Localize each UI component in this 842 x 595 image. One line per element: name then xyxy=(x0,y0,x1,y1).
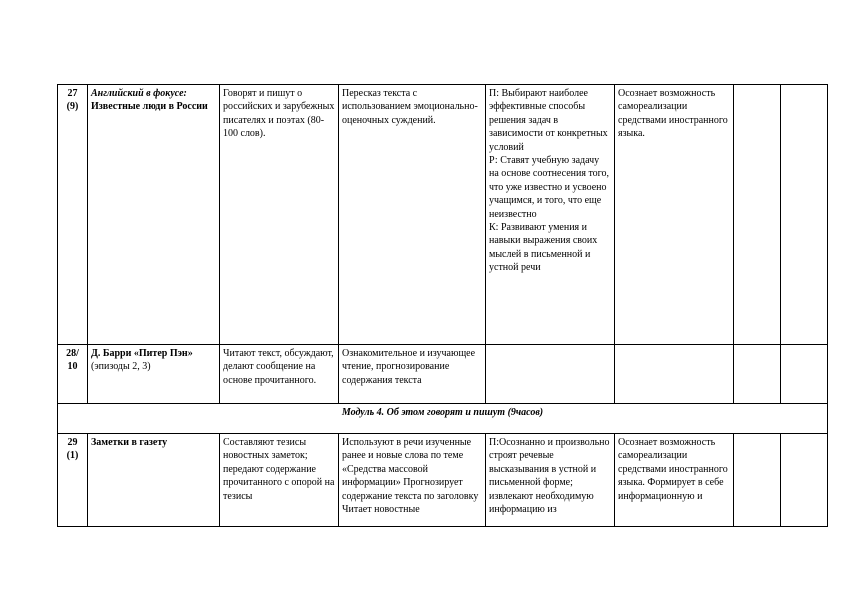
lesson-number: 29 (1) xyxy=(58,434,88,527)
personal-cell xyxy=(615,345,734,404)
topic-plain: Известные люди в России xyxy=(91,101,208,113)
lesson-topic xyxy=(88,345,220,404)
personal-cell: Осознает возможность самореализации средствами иностранного языка. Формирует в себе информационную и xyxy=(615,434,734,527)
empty-cell xyxy=(781,85,828,345)
table-row xyxy=(58,345,828,404)
table-row xyxy=(58,434,828,527)
topic-italic: Английский в фокусе: xyxy=(91,88,187,99)
lesson-topic xyxy=(88,85,220,345)
lesson-topic: Заметки в газету xyxy=(88,434,220,527)
skills-cell: Ознакомительное и изучающее чтение, прогнозирование содержания текста xyxy=(339,345,486,404)
personal-cell: Осознает возможность самореализации средствами иностранного языка. xyxy=(615,85,734,345)
skills-cell: Используют в речи изученные ранее и новые слова по теме «Средства массовой информации» Прогнозирует содержание текста по заголовку Читает новостные xyxy=(339,434,486,527)
lesson-plan-table xyxy=(57,84,828,527)
activity-cell: Читают текст, обсуждают, делают сообщение на основе прочитанного. xyxy=(220,345,339,404)
lesson-number: 28/ 10 xyxy=(58,345,88,404)
empty-cell xyxy=(781,434,828,527)
empty-cell xyxy=(734,434,781,527)
topic-bold: Д. Барри «Питер Пэн» xyxy=(91,348,193,359)
table-row xyxy=(58,85,828,345)
uud-cell: П:Осознанно и произвольно строят речевые высказывания в устной и письменной форме; извлекают необходимую информацию из xyxy=(486,434,615,527)
uud-cell xyxy=(486,345,615,404)
topic-rest: (эпизоды 2, 3) xyxy=(91,361,151,373)
activity-cell: Говорят и пишут о российских и зарубежных писателях и поэтах (80-100 слов). xyxy=(220,85,339,345)
activity-cell: Составляют тезисы новостных заметок; передают содержание прочитанного с опорой на тезисы xyxy=(220,434,339,527)
lesson-number: 27 (9) xyxy=(58,85,88,345)
module-row xyxy=(58,404,828,434)
empty-cell xyxy=(734,345,781,404)
empty-cell xyxy=(781,345,828,404)
uud-cell: П: Выбирают наиболее эффективные способы решения задач в зависимости от конкретных условий Р: Ставят учебную задачу на основе соотнесения того, что уже известно и усвоено учащимся, и того, что еще неизвестно К: Развивают умения и навыки выражения своих мыслей в письменной и устной речи xyxy=(486,85,615,345)
skills-cell: Пересказ текста с использованием эмоционально-оценочных суждений. xyxy=(339,85,486,345)
module-heading: Модуль 4. Об этом говорят и пишут (9часов) xyxy=(58,404,828,434)
empty-cell xyxy=(734,85,781,345)
